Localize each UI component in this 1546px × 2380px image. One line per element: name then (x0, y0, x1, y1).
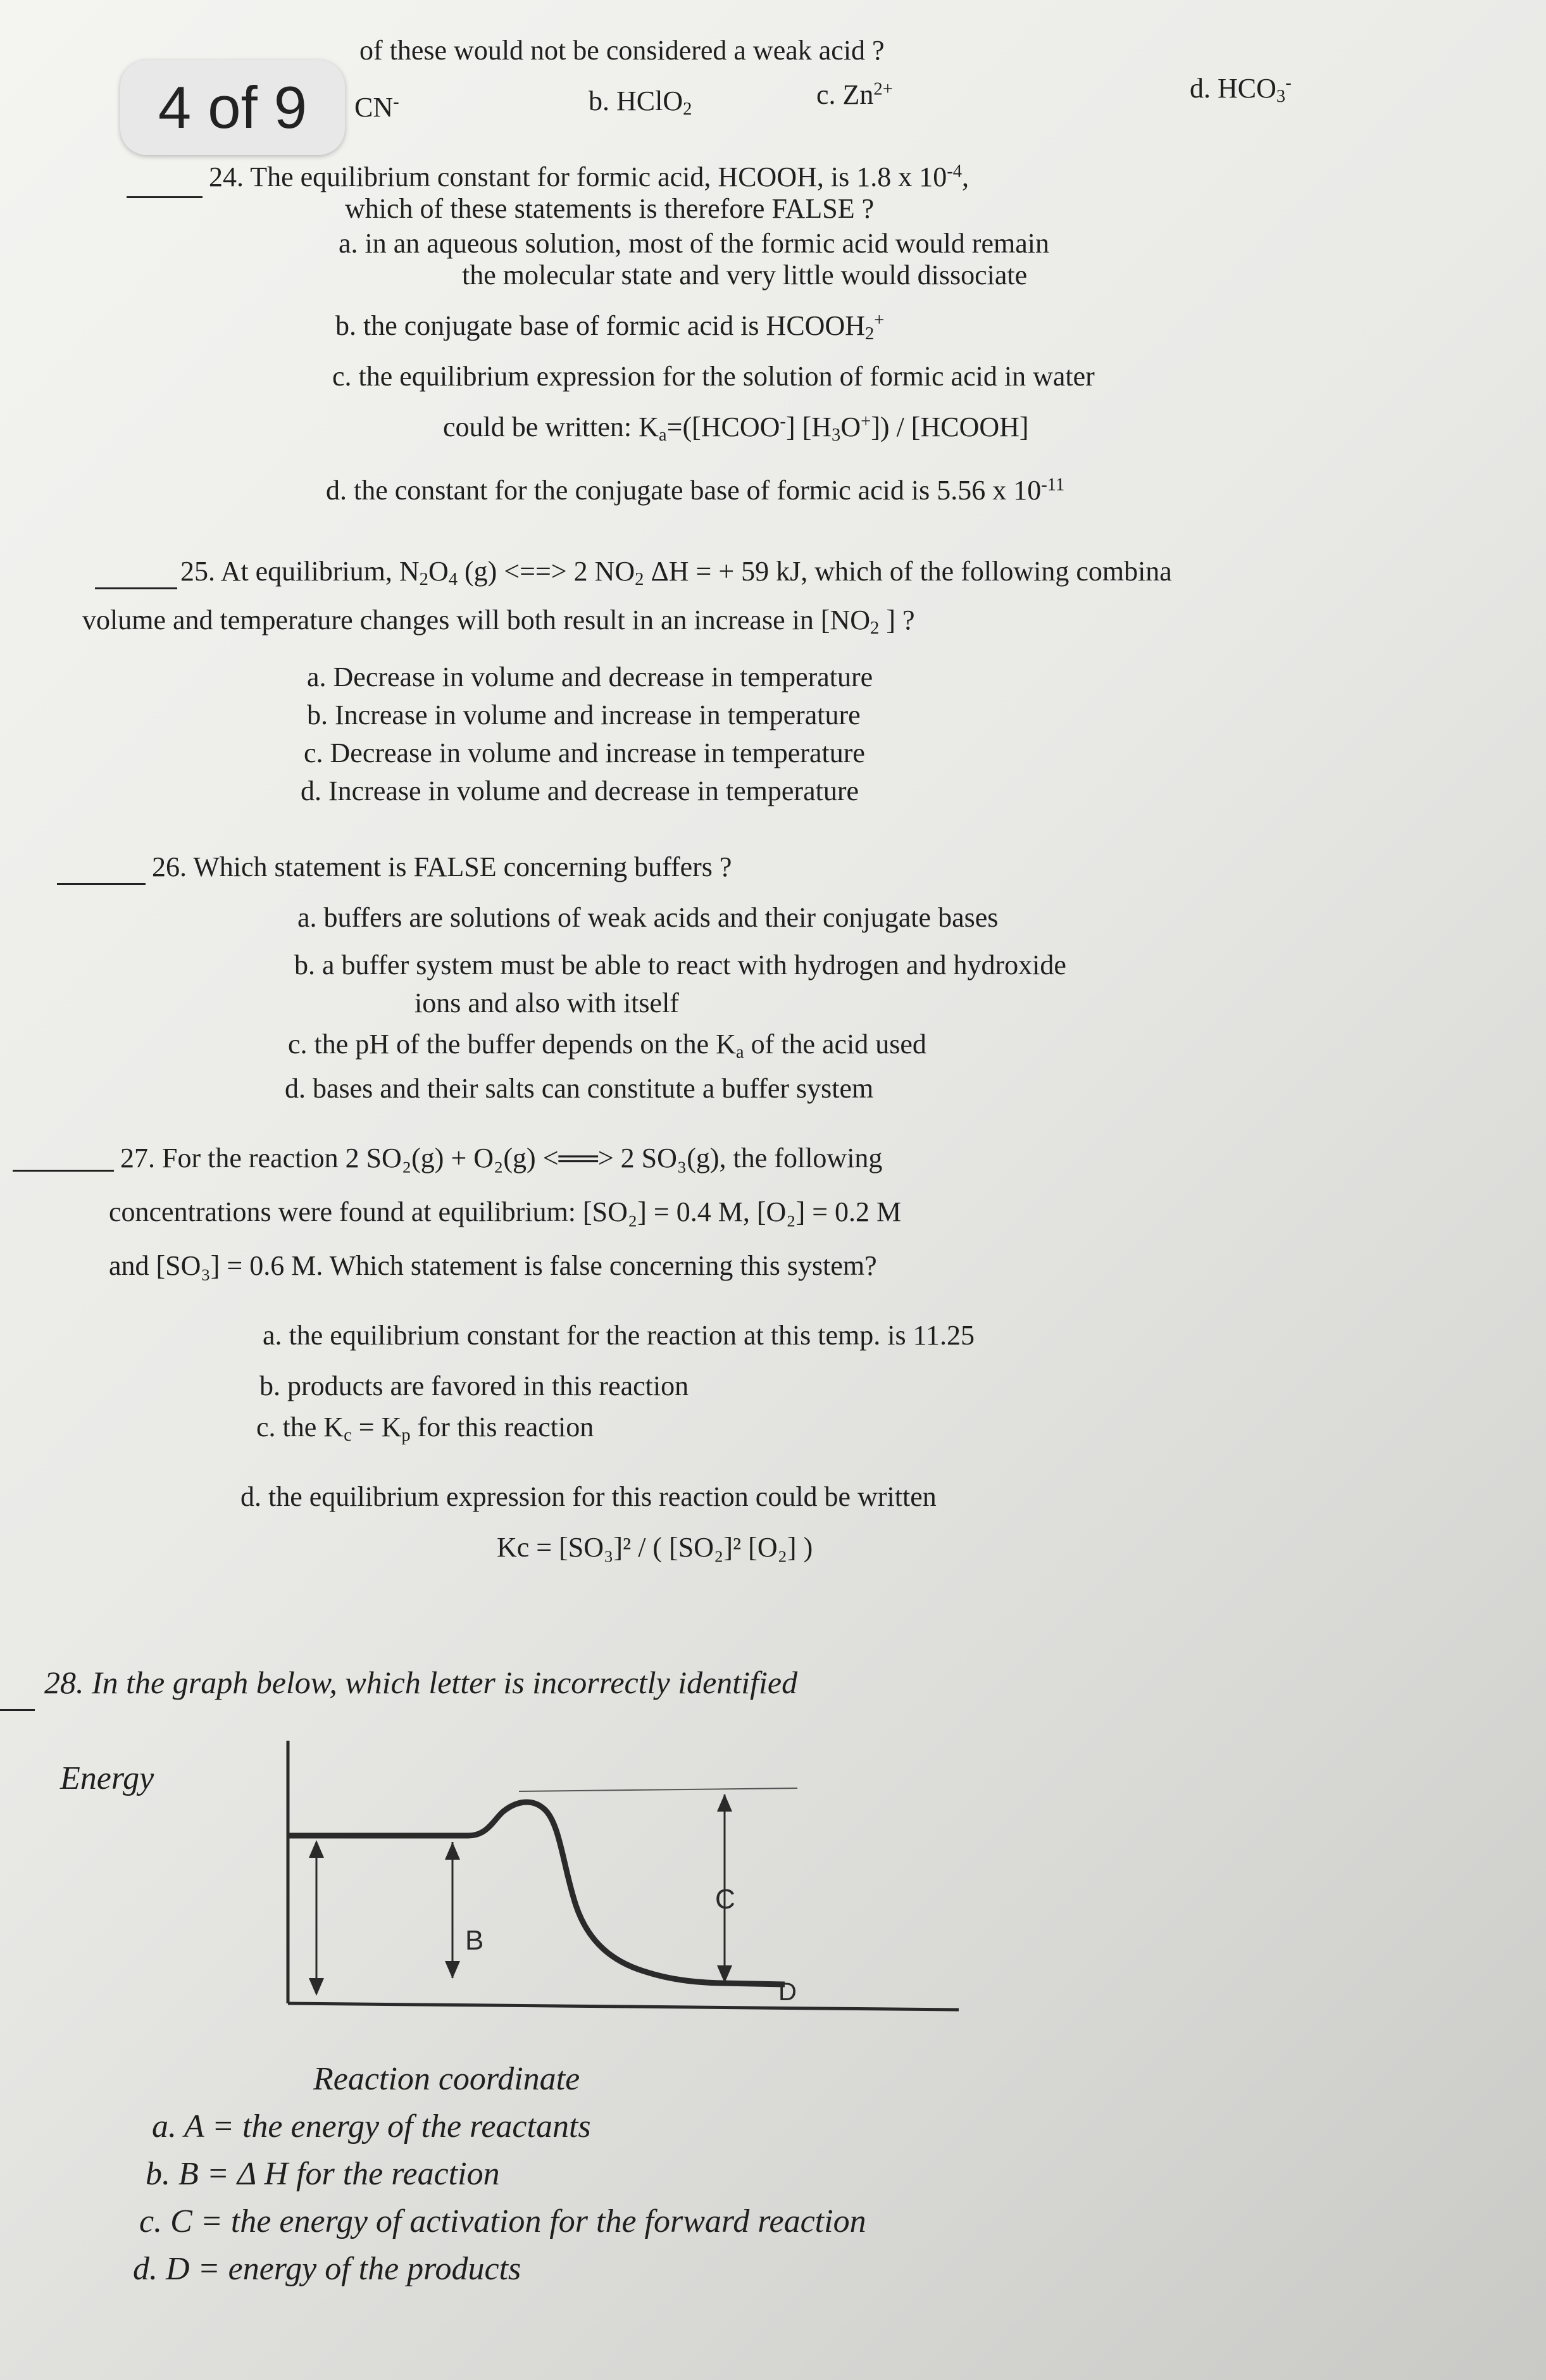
q23-stem: of these would not be considered a weak acid ? (359, 35, 885, 66)
q24-option-d: d. the constant for the conjugate base of formic acid is 5.56 x $10^{-11}$ (326, 475, 1065, 506)
arrow-b-head-down (445, 1961, 460, 1979)
q24-option-b: b. the conjugate base of formic acid is $HCOOH_2^+$ (335, 310, 885, 344)
q24-line1: 24. The equilibrium constant for formic acid, HCOOH, is 1.8 x $10^{-4}$, (209, 161, 969, 192)
q27-answer-blank[interactable] (13, 1170, 114, 1172)
q24-option-c: c. the equilibrium expression for the solution of formic acid in water (332, 361, 1095, 392)
q27-option-d: d. the equilibrium expression for this reaction could be written (240, 1481, 937, 1512)
q27-option-a: a. the equilibrium constant for the reaction at this temp. is 11.25 (263, 1320, 975, 1351)
label-d: D (778, 1978, 797, 2006)
q28-answer-blank[interactable] (0, 1709, 35, 1711)
q24-option-c-expression: could be written: $K_a=([HCOO^-]$ $[H_3O^+]$) / [HCOOH] (443, 411, 1029, 446)
label-b: B (465, 1925, 484, 1956)
q26-answer-blank[interactable] (57, 883, 146, 885)
q25-line1: 25. At equilibrium, $N_2O_4$ (g) <==> 2 $NO_2$ ΔH = + 59 kJ, which of the following combina (180, 556, 1172, 590)
q26-option-a: a. buffers are solutions of weak acids and their conjugate bases (297, 902, 999, 933)
q23-option-c: c. $Zn^{2+}$ (816, 79, 893, 110)
q28-option-a: a. A = the energy of the reactants (152, 2108, 591, 2145)
q28-stem: 28. In the graph below, which letter is incorrectly identified (44, 1665, 798, 1700)
q25-answer-blank[interactable] (95, 587, 177, 589)
arrow-c-head-up (717, 1794, 732, 1812)
page-counter-badge: 4 of 9 (120, 60, 345, 155)
q25-option-b: b. Increase in volume and increase in temperature (307, 699, 861, 730)
q23-option-b: b. HClO$_2$ (589, 85, 692, 120)
q24-option-a: a. in an aqueous solution, most of the formic acid would remain (339, 228, 1049, 259)
q25-option-d: d. Increase in volume and decrease in temperature (301, 775, 859, 806)
graph-x-axis-label: Reaction coordinate (313, 2061, 580, 2097)
q27-option-d-expression: Kc = [SO₃]² / ( [SO₂]² [O₂] ) (497, 1532, 813, 1563)
arrow-a-head-up (309, 1840, 324, 1858)
q27-option-c: c. the $K_c = K_p$ for this reaction (256, 1412, 594, 1446)
q27-line1: 27. For the reaction 2 SO₂(g) + O₂(g) <══> 2 SO₃(g), the following (120, 1143, 883, 1174)
graph-y-axis-label: Energy (60, 1760, 154, 1796)
q26-stem: 26. Which statement is FALSE concerning buffers ? (152, 851, 732, 882)
q26-option-d: d. bases and their salts can constitute a buffer system (285, 1073, 874, 1104)
x-axis (288, 2003, 959, 2010)
q27-line3: and [SO₃] = 0.6 M. Which statement is false concerning this system? (109, 1250, 877, 1281)
q26-option-b-cont: ions and also with itself (415, 987, 679, 1018)
q27-option-b: b. products are favored in this reaction (259, 1370, 689, 1401)
q28-option-d: d. D = energy of the products (133, 2251, 521, 2287)
q28-option-b: b. B = Δ H for the reaction (146, 2156, 500, 2192)
q24-answer-blank[interactable] (127, 196, 203, 198)
energy-diagram (278, 1741, 975, 2038)
label-c: C (715, 1884, 735, 1915)
activation-reference-line (519, 1788, 797, 1791)
q26-option-b: b. a buffer system must be able to react with hydrogen and hydroxide (294, 949, 1066, 980)
q23-option-d: d. $HCO_3^-$ (1190, 73, 1292, 107)
q25-option-a: a. Decrease in volume and decrease in temperature (307, 661, 873, 692)
q23-option-a: CN- (354, 92, 399, 123)
arrow-a-head-down (309, 1978, 324, 1996)
q25-option-c: c. Decrease in volume and increase in temperature (304, 737, 865, 768)
q24-option-a-cont: the molecular state and very little would dissociate (462, 260, 1028, 291)
q28-option-c: c. C = the energy of activation for the forward reaction (139, 2203, 866, 2239)
reaction-energy-curve (288, 1802, 785, 1984)
q25-line2: volume and temperature changes will both result in an increase in [$NO_2$ ] ? (82, 604, 915, 639)
q26-option-c: c. the pH of the buffer depends on the $K_a$ of the acid used (288, 1029, 926, 1063)
q24-line2: which of these statements is therefore FALSE ? (345, 193, 875, 224)
arrow-b-head-up (445, 1842, 460, 1860)
q27-line2: concentrations were found at equilibrium: [SO₂] = 0.4 M, [O₂] = 0.2 M (109, 1196, 902, 1227)
